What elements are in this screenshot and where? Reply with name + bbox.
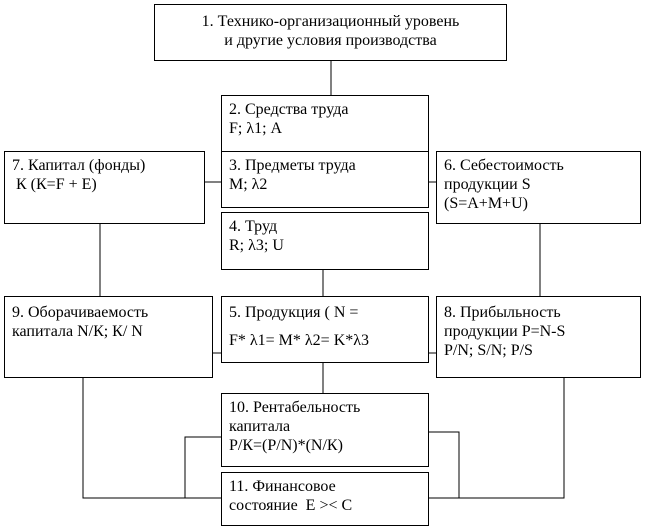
- box-production-conditions: [154, 4, 507, 61]
- box-line: 2. Средства труда: [229, 101, 349, 118]
- box-output: [221, 296, 429, 363]
- box-line: 10. Рентабельность: [229, 399, 361, 416]
- box-production-cost: [436, 151, 641, 224]
- box-line: P/К=(P/N)*(N/К): [229, 437, 343, 454]
- box-line: 7. Капитал (фонды): [12, 157, 146, 174]
- box-return-on-capital: [221, 393, 429, 467]
- box-line: R; λ3; U: [229, 237, 284, 254]
- box-line: P/N; S/N; P/S: [444, 342, 533, 359]
- box-line: 11. Финансовое: [229, 478, 336, 495]
- box-line: M; λ2: [229, 176, 268, 193]
- box-line: продукции P=N-S: [444, 323, 566, 340]
- box-line: 4. Труд: [229, 218, 278, 235]
- box-line: К (К=F + E): [12, 176, 97, 193]
- box-capital: [4, 151, 205, 224]
- box-line: 5. Продукция ( N =: [229, 304, 359, 321]
- box-line: 9. Оборачиваемость: [12, 304, 149, 321]
- box-line: капитала: [229, 418, 291, 435]
- box-line: F* λ1= M* λ2= K*λ3: [229, 332, 369, 349]
- box-line: 1. Технико-организационный уровень: [201, 13, 460, 30]
- box-financial-state: [221, 472, 429, 526]
- box-line: продукции S: [444, 176, 531, 193]
- box-line: 6. Себестоимость: [444, 157, 564, 174]
- box-profitability: [436, 296, 641, 378]
- box-line: состояние E >< C: [229, 497, 353, 514]
- box-objects-of-labor: [221, 151, 429, 208]
- connector-loop-left: [185, 437, 221, 498]
- connector-9-11: [83, 378, 221, 498]
- box-line: и другие условия производства: [224, 32, 437, 49]
- connector-loop-right: [428, 432, 459, 498]
- box-line: капитала N/К; К/ N: [12, 323, 143, 340]
- box-line: (S=A+M+U): [444, 195, 528, 212]
- box-line: 8. Прибыльность: [444, 304, 561, 321]
- box-line: 3. Предметы труда: [229, 157, 356, 174]
- connector-8-11: [428, 378, 564, 498]
- box-labor: [221, 212, 429, 270]
- box-capital-turnover: [4, 296, 213, 378]
- box-line: F; λ1; A: [229, 120, 283, 137]
- box-means-of-labor: [221, 95, 429, 152]
